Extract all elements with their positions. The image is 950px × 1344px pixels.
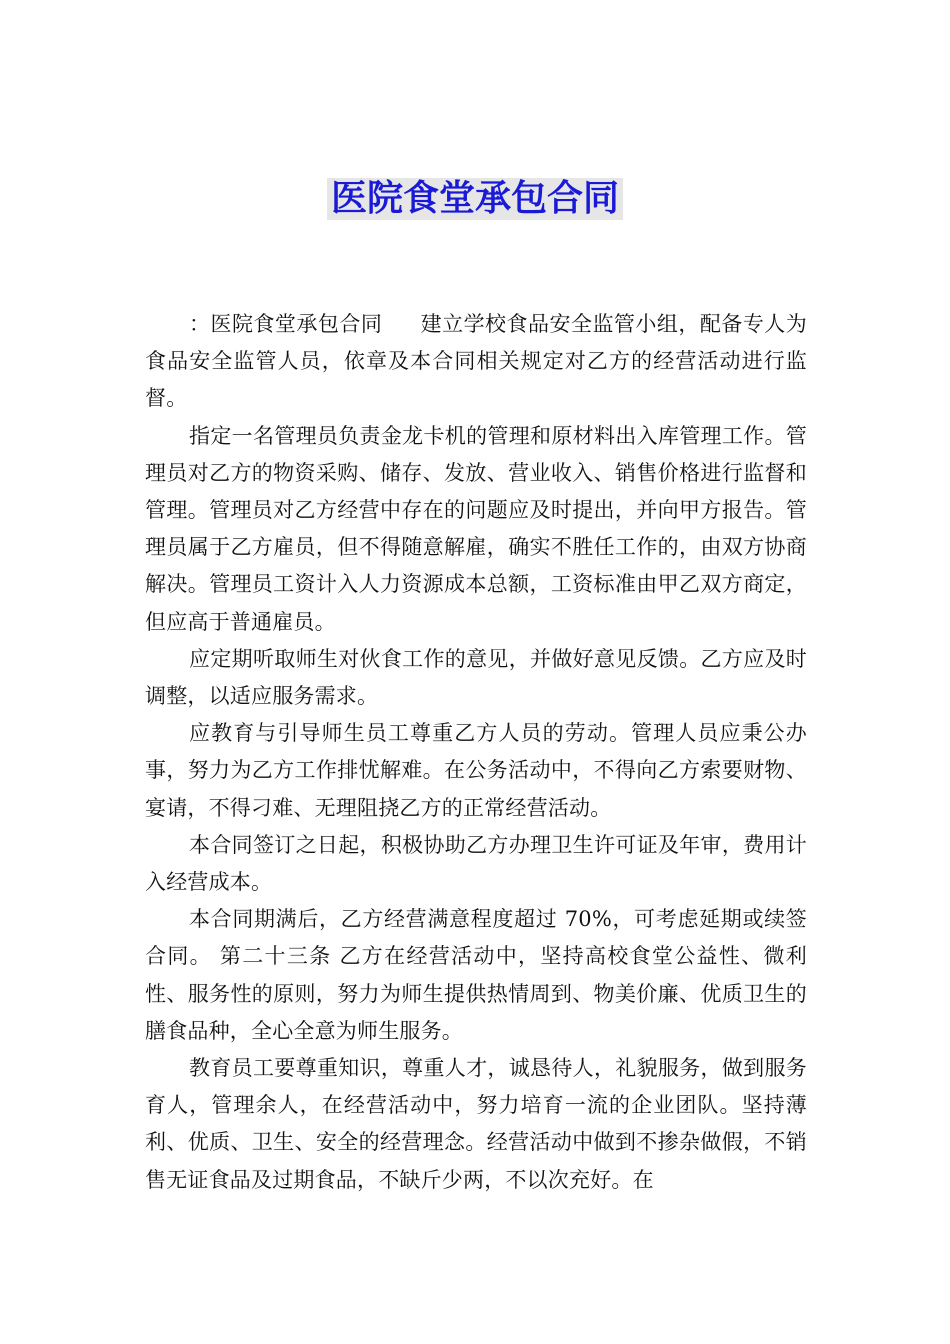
title-wrap <box>0 178 950 220</box>
paragraph-5: 本合同签订之日起，积极协助乙方办理卫生许可证及年审，费用计入经营成本。 <box>145 832 807 895</box>
paragraph-1 <box>145 306 807 418</box>
paragraph-2: 指定一名管理员负责金龙卡机的管理和原材料出入库管理工作。管理员对乙方的物资采购、储存、发放、营业收入、销售价格进行监督和管理。管理员对乙方经营中存在的问题应及时提出，并向甲方报告。管理员属于乙方雇员，但不得随意解雇，确实不胜任工作的，由双方协商解决。管理员工资计入人力资源成本总额，工资标准由甲乙双方商定，但应高于普通雇员。 <box>145 423 807 634</box>
paragraph-1-text: 建立学校食品安全监管小组，配备专人为食品安全监管人员，依章及本合同相关规定对乙方的经营活动进行监督。 <box>145 312 807 411</box>
paragraph-7: 教育员工要尊重知识，尊重人才，诚恳待人，礼貌服务，做到服务育人，管理余人，在经营活动中，努力培育一流的企业团队。坚持薄利、优质、卫生、安全的经营理念。经营活动中做到不掺杂做假，不销售无证食品及过期食品，不缺斤少两，不以次充好。在 <box>145 1056 807 1192</box>
paragraph-3: 应定期听取师生对伙食工作的意见，并做好意见反馈。乙方应及时调整，以适应服务需求。 <box>145 646 807 709</box>
paragraph-6: 本合同期满后，乙方经营满意程度超过 70%，可考虑延期或续签合同。 第二十三条 乙方在经营活动中，坚持高校食堂公益性、微利性、服务性的原则，努力为师生提供热情周到、物美价廉、优质卫生的膳食品种，全心全意为师生服务。 <box>145 907 807 1043</box>
paragraph-4: 应教育与引导师生员工尊重乙方人员的劳动。管理人员应秉公办事，努力为乙方工作排忧解难。在公务活动中，不得向乙方索要财物、宴请，不得刁难、无理阻挠乙方的正常经营活动。 <box>145 721 807 820</box>
document-title: 医院食堂承包合同 <box>327 178 623 220</box>
paragraph-1-lead: ：医院食堂承包合同 <box>189 312 383 336</box>
document-body <box>145 306 807 1199</box>
